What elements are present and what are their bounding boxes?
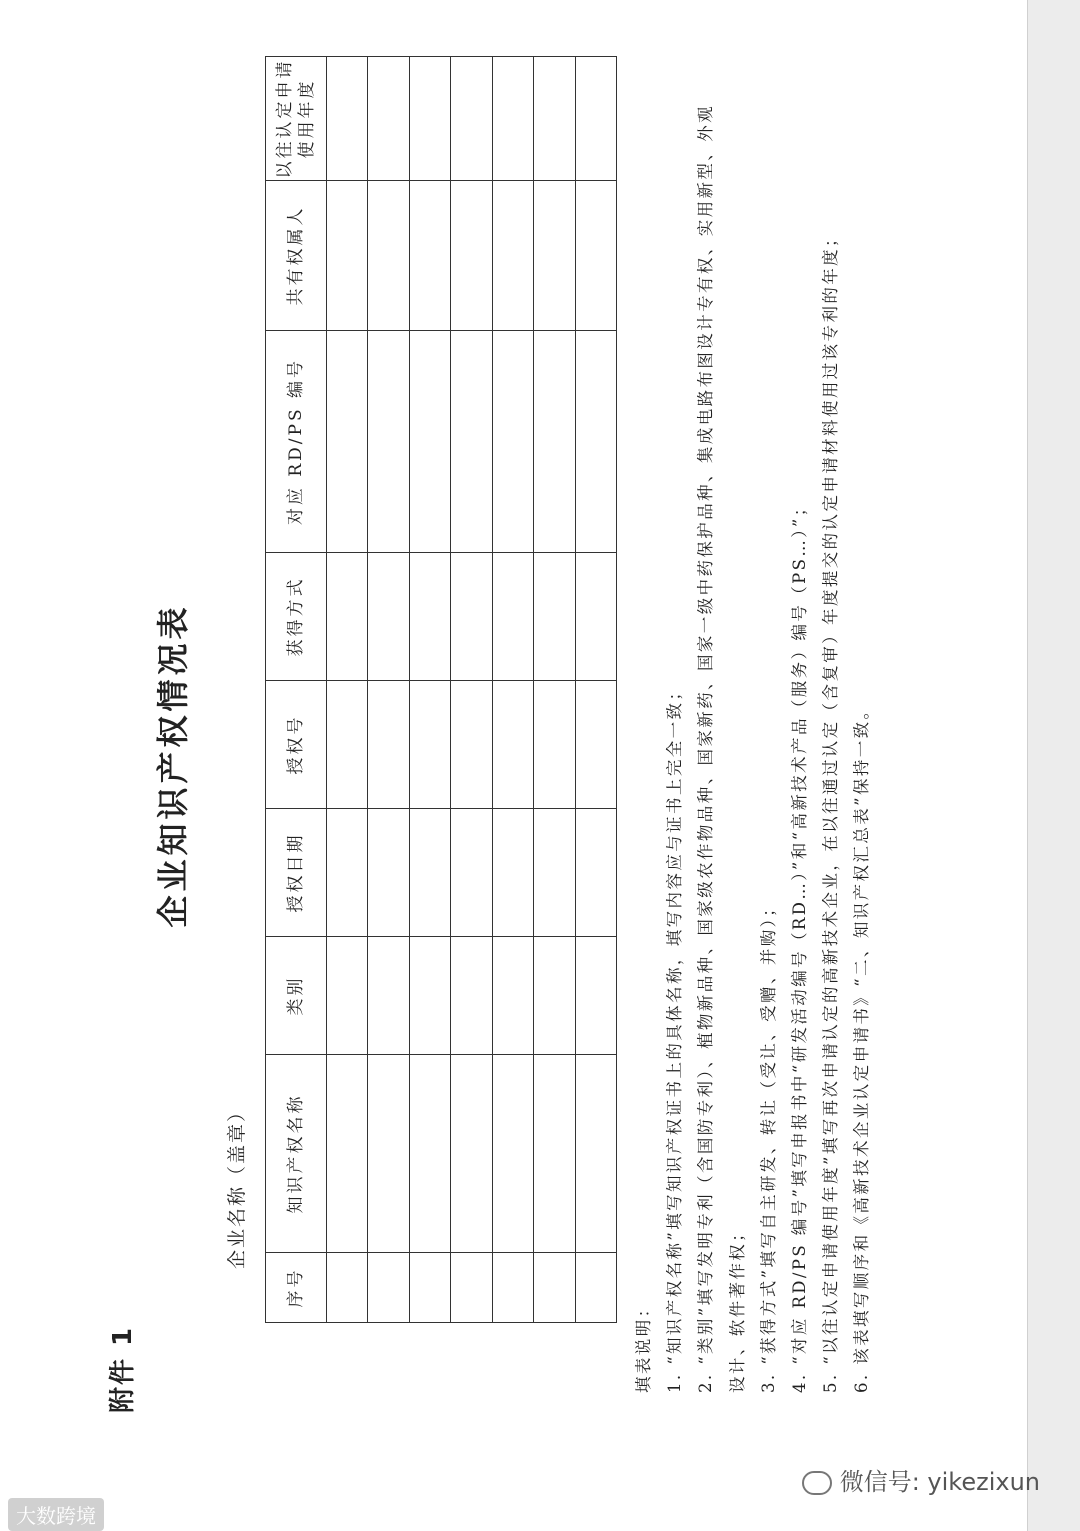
table-cell	[368, 331, 409, 553]
table-header-row	[266, 57, 327, 1323]
col-header-grant-date: 授权日期	[266, 809, 327, 937]
table-cell	[368, 1253, 409, 1323]
col-header-category: 类别	[266, 937, 327, 1055]
table-cell	[492, 937, 533, 1055]
col-header-ip-name: 知识产权名称	[266, 1055, 327, 1253]
table-cell	[534, 937, 575, 1055]
table-cell	[327, 1055, 368, 1253]
table-cell	[575, 1253, 616, 1323]
table-cell	[327, 553, 368, 681]
fill-instructions	[628, 63, 878, 1393]
table-cell	[409, 181, 450, 331]
note-line: 5. “以往认定申请使用年度”填写再次申请认定的高新技术企业，在以往通过认定（含复审）年度提交的认定申请材料使用过该专利的年度；	[821, 228, 841, 1393]
table-cell	[327, 1253, 368, 1323]
col-header-index: 序号	[266, 1253, 327, 1323]
table-cell	[575, 181, 616, 331]
table-cell	[368, 681, 409, 809]
table-row	[534, 57, 575, 1323]
table-cell	[492, 331, 533, 553]
wechat-watermark	[802, 1462, 1040, 1497]
table-cell	[575, 937, 616, 1055]
table-cell	[368, 809, 409, 937]
table-cell	[327, 809, 368, 937]
table-cell	[451, 57, 492, 181]
table-row	[327, 57, 368, 1323]
table-cell	[492, 553, 533, 681]
notes-heading: 填表说明：	[634, 1298, 653, 1393]
table-cell	[368, 57, 409, 181]
table-row	[575, 57, 616, 1323]
table-cell	[492, 681, 533, 809]
table-row	[409, 57, 450, 1323]
table-cell	[534, 809, 575, 937]
wechat-icon	[802, 1471, 832, 1495]
note-line: 1. “知识产权名称”填写知识产权证书上的具体名称，填写内容应与证书上完全一致；	[665, 681, 685, 1393]
table-cell	[534, 181, 575, 331]
table-cell	[575, 1055, 616, 1253]
table-cell	[409, 57, 450, 181]
table-cell	[492, 57, 533, 181]
table-cell	[534, 331, 575, 553]
table-cell	[409, 553, 450, 681]
note-line: 设计、软件著作权；	[727, 1222, 747, 1393]
table-cell	[409, 809, 450, 937]
company-name-label: 企业名称（盖章）	[226, 1100, 248, 1269]
table-cell	[451, 809, 492, 937]
note-line: 4. “对应 RD/PS 编号”填写申报书中“研发活动编号（RD…）”和“高新技术产品（服务）编号（PS…）”；	[790, 497, 810, 1393]
table-cell	[451, 331, 492, 553]
table-cell	[368, 553, 409, 681]
col-header-prior-year: 以往认定申请使用年度	[266, 57, 327, 181]
table-cell	[534, 57, 575, 181]
col-header-grant-number: 授权号	[266, 681, 327, 809]
brand-logo-text: 大数跨境	[8, 1498, 104, 1531]
table-cell	[409, 937, 450, 1055]
table-cell	[575, 553, 616, 681]
table-cell	[492, 181, 533, 331]
table-cell	[327, 57, 368, 181]
table-cell	[575, 331, 616, 553]
col-header-acquisition-method: 获得方式	[266, 553, 327, 681]
table-cell	[534, 681, 575, 809]
table-cell	[327, 331, 368, 553]
table-row	[451, 57, 492, 1323]
table-cell	[492, 1055, 533, 1253]
table-cell	[534, 1055, 575, 1253]
table-cell	[409, 331, 450, 553]
table-row	[368, 57, 409, 1323]
table-cell	[409, 681, 450, 809]
table-cell	[451, 681, 492, 809]
table-cell	[327, 181, 368, 331]
note-line: 2. “类别”填写发明专利（含国防专利）、植物新品种、国家级农作物品种、国家新药、国家一级中药保护品种、集成电路布图设计专有权、实用新型、外观	[696, 103, 716, 1393]
table-cell	[327, 937, 368, 1055]
ip-status-table	[265, 56, 617, 1323]
attachment-label: 附件 1	[108, 1325, 138, 1413]
table-cell	[368, 937, 409, 1055]
col-header-co-owner: 共有权属人	[266, 181, 327, 331]
note-line: 3. “获得方式”填写自主研发、转让（受让、受赠、并购）；	[758, 897, 778, 1393]
table-cell	[492, 1253, 533, 1323]
watermark-text: 微信号: yikezixun	[839, 1468, 1040, 1496]
table-cell	[534, 1253, 575, 1323]
table-cell	[575, 57, 616, 181]
table-cell	[451, 1055, 492, 1253]
table-cell	[409, 1055, 450, 1253]
table-row	[492, 57, 533, 1323]
table-cell	[368, 181, 409, 331]
table-cell	[368, 1055, 409, 1253]
col-header-rd-ps-number: 对应 RD/PS 编号	[266, 331, 327, 553]
table-cell	[492, 809, 533, 937]
table-cell	[451, 553, 492, 681]
table-cell	[409, 1253, 450, 1323]
note-line: 6. 该表填写顺序和《高新技术企业认定申请书》“二、知识产权汇总表”保持一致。	[852, 700, 872, 1393]
document-title: 企业知识产权情况表	[154, 603, 192, 928]
table-cell	[451, 1253, 492, 1323]
table-cell	[327, 681, 368, 809]
table-cell	[575, 681, 616, 809]
table-cell	[575, 809, 616, 937]
table-cell	[451, 937, 492, 1055]
table-cell	[534, 553, 575, 681]
table-cell	[451, 181, 492, 331]
